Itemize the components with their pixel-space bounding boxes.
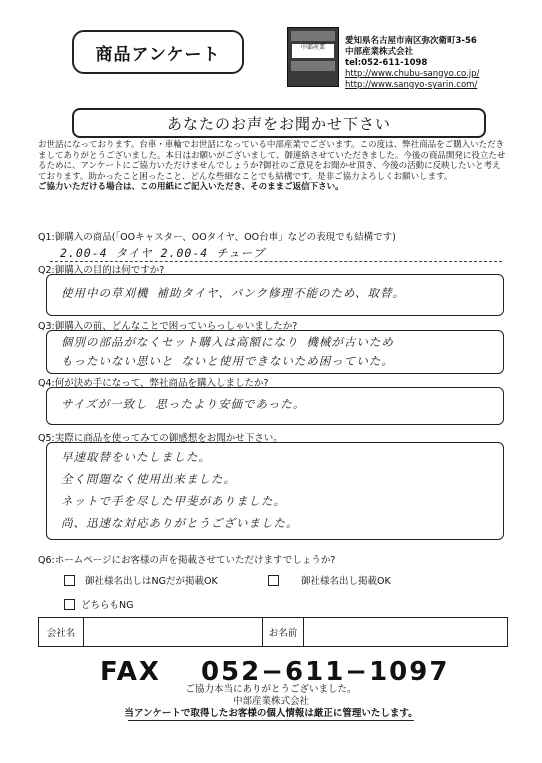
q5-answer-box: [46, 442, 504, 540]
q1-label: Q1:御購入の商品(「OOキャスター、OOタイヤ、OO台車」などの表現でも結構です): [38, 232, 396, 243]
q2-answer: 使用中の草刈機 補助タイヤ、パンク修理不能のため、取替。: [61, 286, 406, 300]
q4-label: Q4:何が決め手になって、弊社商品を購入しましたか?: [38, 378, 269, 389]
company-logo: [287, 27, 339, 87]
fax-number: 052−611−1097: [200, 657, 450, 687]
thanks-text: ご協力本当にありがとうございました。: [185, 684, 357, 695]
privacy-note: 当アンケートで取得したお客様の個人情報は厳正に管理いたします。: [124, 708, 418, 719]
q6-label: Q6:ホームページにお客様の声を掲載させていただけますでしょうか?: [38, 555, 336, 566]
q6-option-3-label: どちらもNG: [81, 600, 134, 611]
q6-option-2[interactable]: [268, 573, 391, 587]
q6-option-1[interactable]: [64, 573, 218, 587]
company-info: [345, 36, 479, 91]
intro-paragraph: お世話になっております。台車・車輪でお世話になっている中部産業でございます。この度は、弊社商品をご購入いただきましてありがとうございました。本日はお願いがございまして、御連絡させていただきました。今後の商品開発に役立たせるために、アンケートにご協力いただけませんでしょうか?御社のご意見をお聞かせ頂き、今後の活動に反映したいと考えております。助かったこと困ったこと、どんな些細なことでも結構です。是非ご協力よろしくお願いします。: [38, 140, 506, 182]
q5-answer-line-1: 早速取替をいたしました。: [61, 450, 211, 464]
checkbox-icon[interactable]: [268, 575, 279, 586]
intro-text: [38, 140, 506, 193]
q5-answer-line-2: 全く問題なく使用出来ました。: [61, 472, 236, 486]
q3-label: Q3:御購入の前、どんなことで困っていらっしゃいましたか?: [38, 321, 298, 332]
checkbox-icon[interactable]: [64, 575, 75, 586]
q1-answer-line: [50, 245, 502, 262]
q3-answer-line-2: もったいない思いと ないと使用できないため困っていた。: [61, 354, 394, 368]
company-name-label: 会社名: [39, 618, 84, 646]
intro-instruction: ご協力いただける場合は、この用紙にご記入いただき、そのままご返信下さい。: [38, 182, 344, 192]
q5-answer-line-3: ネットで手を尽した甲斐がありました。: [61, 494, 286, 508]
logo-inner: 中部産業: [292, 44, 334, 58]
company-tel: tel:052-611-1098: [345, 58, 428, 68]
q5-label: Q5:実際に商品を使ってみての御感想をお聞かせ下さい。: [38, 433, 283, 444]
q6-option-2-label: 御社様名出し掲載OK: [301, 576, 391, 587]
q6-option-3[interactable]: [64, 597, 133, 611]
fax-label: FAX: [100, 657, 161, 687]
q5-answer-line-4: 尚、迅速な対応ありがとうございました。: [61, 516, 299, 530]
company-name: 中部産業株式会社: [345, 47, 414, 57]
page-title: 商品アンケート: [72, 30, 244, 74]
fax-line: [100, 657, 449, 687]
company-name-field[interactable]: [84, 618, 263, 646]
company-address: 愛知県名古屋市南区弥次衛町3-56: [345, 36, 477, 46]
logo-stripe: [291, 61, 335, 71]
q2-answer-box: [46, 274, 504, 316]
q4-answer-box: [46, 387, 504, 425]
q1-answer: 2.00-4 タイヤ 2.00-4 チューブ: [60, 246, 266, 260]
q3-answer-box: [46, 330, 504, 374]
banner: あなたのお声をお聞かせ下さい: [72, 108, 486, 138]
checkbox-icon[interactable]: [64, 599, 75, 610]
footer-company: 中部産業株式会社: [232, 696, 309, 707]
company-url-1[interactable]: http://www.chubu-sangyo.co.jp/: [345, 69, 480, 79]
person-name-label: お名前: [263, 618, 304, 646]
signature-table: [38, 617, 508, 647]
person-name-field[interactable]: [304, 618, 507, 646]
privacy-underline: [128, 720, 414, 721]
logo-stripe: [291, 31, 335, 41]
company-url-2[interactable]: http://www.sangyo-syarin.com/: [345, 80, 478, 90]
q4-answer: サイズが一致し 思ったより安価であった。: [61, 397, 306, 411]
q6-option-1-label: 御社様名出しはNGだが掲載OK: [85, 576, 218, 587]
q2-label: Q2:御購入の目的は何ですか?: [38, 265, 165, 276]
q3-answer-line-1: 個別の部品がなくセット購入は高額になり 機械が古いため: [61, 335, 394, 349]
